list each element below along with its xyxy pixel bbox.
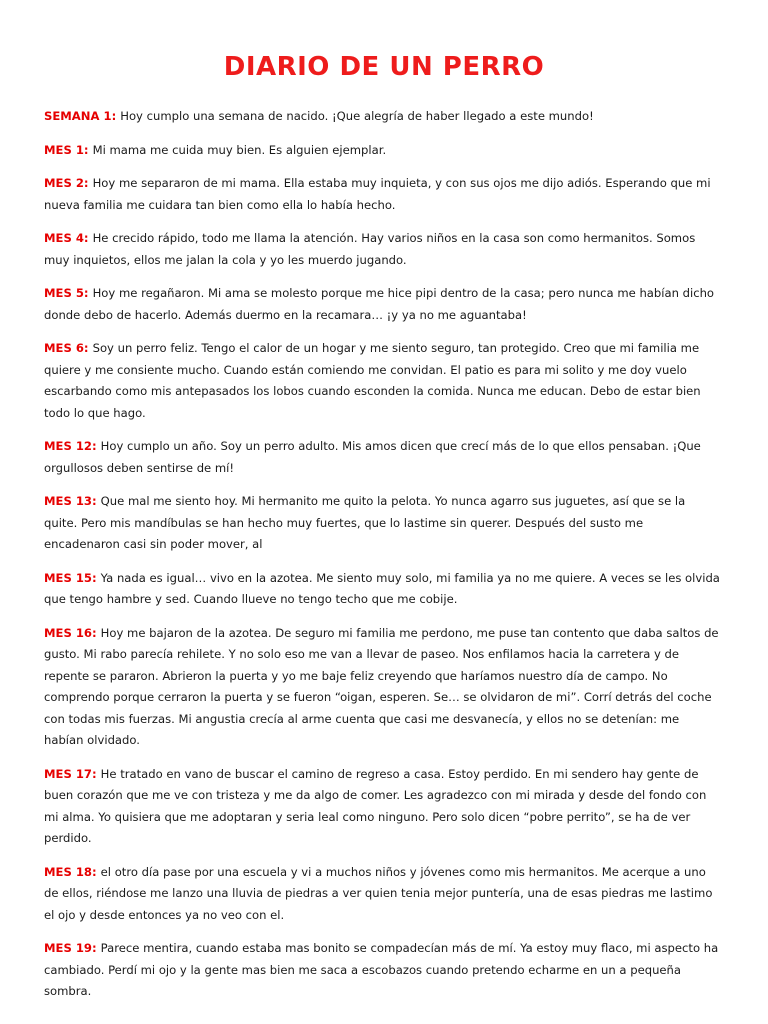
entry-label: MES 4: (44, 231, 89, 245)
entry-label: MES 6: (44, 341, 89, 355)
entry-text: He crecido rápido, todo me llama la atención. Hay varios niños en la casa son como hermanitos. Somos muy inquietos, ellos me jalan la cola y yo les muerdo jugando. (44, 231, 696, 267)
entry-text: el otro día pase por una escuela y vi a muchos niños y jóvenes como mis hermanitos. Me acerque a uno de ellos, riéndose me lanzo una lluvia de piedras a ver quien tenia mejor puntería, una de esas piedras me lastimo el ojo y desde entonces ya no veo con el. (44, 864, 713, 922)
diary-entry (44, 623, 722, 752)
entry-text: Parece mentira, cuando estaba mas bonito se compadecían más de mí. Ya estoy muy flaco, mi aspecto ha cambiado. Perdí mi ojo y la gente mas bien me saca a escobazos cuando pretendo echarme en un a pequeña sombra. (44, 941, 719, 998)
entry-label: MES 5: (44, 286, 89, 300)
entry-label: MES 15: (44, 570, 97, 585)
entry-text: He tratado en vano de buscar el camino de regreso a casa. Estoy perdido. En mi sendero hay gente de buen corazón que me ve con tristeza y me da algo de comer. Les agradezco con mi mirada y desde del fondo con mi alma. Yo quisiera que me adoptaran y seria leal como ninguno. Pero solo dicen “pobre perrito”, se ha de ver perdido. (44, 766, 707, 845)
diary-entry (44, 568, 722, 611)
entry-label: MES 18: (44, 864, 97, 879)
entry-text: Ya nada es igual… vivo en la azotea. Me siento muy solo, mi familia ya no me quiere. A veces se les olvida que tengo hambre y sed. Cuando llueve no tengo techo que me cobije. (44, 570, 720, 606)
diary-entries (44, 106, 722, 1015)
entry-separator: : (91, 941, 101, 955)
entry-text: Hoy cumplo un año. Soy un perro adulto. Mis amos dicen que crecí más de lo que ellos pensaban. ¡Que orgullosos deben sentirse de mí! (44, 439, 701, 475)
document-title: DIARIO DE UN PERRO (223, 52, 545, 82)
diary-entry (44, 338, 722, 424)
entry-text: Que mal me siento hoy. Mi hermanito me quito la pelota. Yo nunca agarro sus juguetes, así que se la quite. Pero mis mandíbulas se han hecho muy fuertes, que lo lastime sin querer. Después del susto me encadenaron casi sin poder mover, al (44, 494, 686, 551)
entry-separator: : (111, 109, 121, 123)
entry-label: MES 1: (44, 142, 89, 157)
diary-entry (44, 283, 722, 326)
diary-entry (44, 140, 722, 162)
entry-text: Mi mama me cuida muy bien. Es alguien ejemplar. (92, 142, 387, 157)
diary-entry (44, 938, 722, 1003)
entry-label: MES 12: (44, 439, 97, 453)
diary-entry (44, 491, 722, 556)
entry-text: Hoy cumplo una semana de nacido. ¡Que alegría de haber llegado a este mundo! (120, 109, 594, 123)
diary-entry (44, 862, 722, 927)
entry-text: Hoy me separaron de mi mama. Ella estaba muy inquieta, y con sus ojos me dijo adiós. Esperando que mi nueva familia me cuidara tan bien como ella lo había hecho. (44, 176, 711, 212)
entry-label: MES 2: (44, 176, 89, 190)
entry-text: Hoy me bajaron de la azotea. De seguro mi familia me perdono, me puse tan contento que daba saltos de gusto. Mi rabo parecía rehilete. Y no solo eso me van a llevar de paseo. Nos enfilamos hacia la carretera y de repente se pararon. Abrieron la puerta y yo me baje feliz creyendo que haríamos nuestro día de campo. No comprendo porque cerraron la puerta y se fueron “oigan, esperen. Se… se olvidaron de mi”. Corrí detrás del coche con todas mis fuerzas. Mi angustia crecía al arme cuenta que casi me desvanecía, y ellos no se detenían: me habían olvidado. (44, 625, 719, 747)
diary-entry (44, 106, 722, 128)
entry-label: MES 13: (44, 494, 97, 508)
diary-entry (44, 173, 722, 216)
entry-label: MES 16: (44, 625, 97, 640)
entry-label: SEMANA 1 (44, 109, 112, 123)
entry-text: Soy un perro feliz. Tengo el calor de un hogar y me siento seguro, tan protegido. Creo que mi familia me quiere y me consiente mucho. Cuando están comiendo me convidan. El patio es para mi solito y me doy vuelo escarbando como mis antepasados los lobos cuando esconden la comida. Nunca me educan. Debo de estar bien todo lo que hago. (44, 341, 701, 420)
diary-entry (44, 228, 722, 271)
entry-label: MES 19 (44, 941, 92, 955)
diary-entry (44, 436, 722, 479)
entry-separator: : (91, 766, 101, 781)
entry-label: MES 17 (44, 766, 92, 781)
diary-entry (44, 764, 722, 850)
entry-text: Hoy me regañaron. Mi ama se molesto porque me hice pipi dentro de la casa; pero nunca me habían dicho donde debo de hacerlo. Además duermo en la recamara… ¡y ya no me aguantaba! (44, 286, 715, 322)
